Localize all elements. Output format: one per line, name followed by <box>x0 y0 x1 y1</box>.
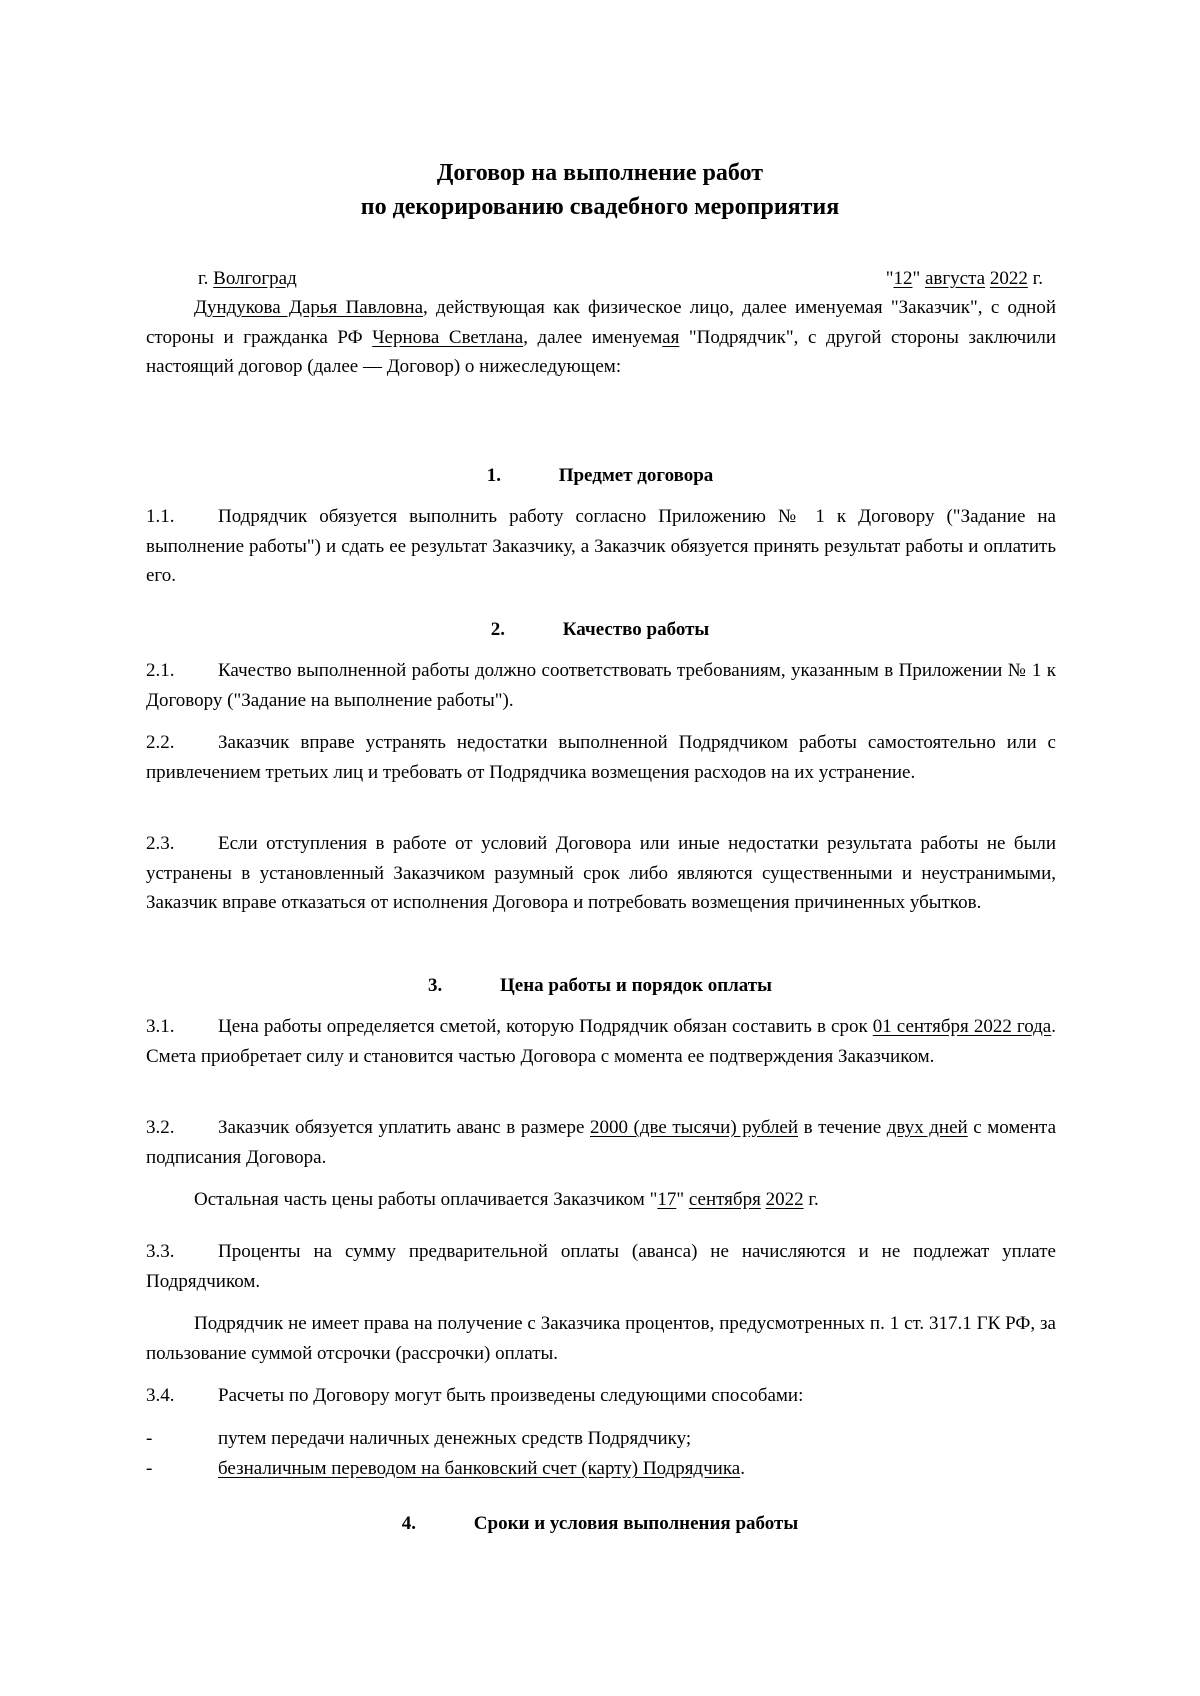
list-dash: - <box>146 1428 153 1449</box>
document-title-line-2: по декорированию свадебного мероприятия <box>360 194 840 220</box>
remaining-payment-text-a: Остальная часть цены работы оплачивается Заказчиком " <box>194 1189 658 1210</box>
estimate-deadline: 01 сентября 2022 года <box>872 1016 1052 1037</box>
payment-method-2-end: . <box>740 1458 745 1479</box>
section-1-heading <box>0 462 1200 490</box>
clause-1-1-text: Подрядчик обязуется выполнить работу согласно Приложению № 1 к Договору ("Задание на выполнение работы") и сдать ее результат Заказчику, а Заказчик обязуется принять результат работы и оплатить его. <box>146 506 1056 586</box>
document-title-line-1: Договор на выполнение работ <box>436 160 764 186</box>
clause-2-1-text: Качество выполненной работы должно соответствовать требованиям, указанным в Приложении № 1 к Договору ("Задание на выполнение работы"). <box>146 660 1056 711</box>
contract-date <box>886 265 1043 293</box>
place-city: Волгоград <box>213 268 297 289</box>
contractor-name: Чернова Светлана <box>372 326 524 348</box>
clause-3-1-text-b: . Смета приобретает силу и становится частью Договора с момента ее подтверждения Заказчиком. <box>146 1016 1056 1067</box>
clause-1-1-number: 1.1. <box>146 506 175 527</box>
section-2-title: Качество работы <box>562 619 710 640</box>
clause-2-3 <box>146 829 1056 918</box>
clause-2-1-number: 2.1. <box>146 660 175 681</box>
intro-text-2: , далее именуем <box>523 326 663 348</box>
advance-amount: 2000 (две тысячи) рублей <box>589 1117 799 1138</box>
clause-3-4-number: 3.4. <box>146 1385 175 1406</box>
clause-3-4-text: Расчеты по Договору могут быть произведены следующими способами: <box>218 1385 804 1406</box>
clause-3-4 <box>146 1381 1056 1411</box>
clause-3-1-text-a: Цена работы определяется сметой, которую Подрядчик обязан составить в срок <box>218 1016 873 1037</box>
date-day: 12 <box>893 268 913 289</box>
clause-2-3-number: 2.3. <box>146 833 175 854</box>
section-3-title: Цена работы и порядок оплаты <box>500 975 772 996</box>
clause-1-1 <box>146 502 1056 591</box>
clause-3-2-text-c: с момента подписания Договора. <box>146 1117 1057 1168</box>
clause-3-2 <box>146 1113 1056 1172</box>
remaining-payment-year: 2022 <box>765 1189 804 1210</box>
date-month: августа <box>924 268 986 289</box>
clause-3-2-number: 3.2. <box>146 1117 175 1138</box>
remaining-payment-day: 17 <box>657 1189 677 1210</box>
place-prefix: г. <box>198 268 214 289</box>
clause-3-3-continuation <box>146 1309 1056 1368</box>
remaining-payment-quote: " <box>676 1189 689 1210</box>
clause-3-2-text-a: Заказчик обязуется уплатить аванс в размере <box>218 1117 590 1138</box>
clause-3-3 <box>146 1237 1056 1296</box>
clause-3-1-number: 3.1. <box>146 1016 175 1037</box>
clause-3-3-continuation-text: Подрядчик не имеет права на получение с Заказчика процентов, предусмотренных п. 1 ст. 317.1 ГК РФ, за пользование суммой отсрочки (рассрочки) оплаты. <box>146 1313 1056 1364</box>
contract-place <box>198 265 297 293</box>
intro-text-2-underlined: ая <box>662 326 680 348</box>
payment-method-2-text: безналичным переводом на банковский счет (карту) Подрядчика <box>218 1458 741 1479</box>
date-quote-open: " <box>885 268 894 289</box>
section-1-title: Предмет договора <box>558 465 714 486</box>
date-year: 2022 <box>989 268 1028 289</box>
list-dash: - <box>146 1458 153 1479</box>
payment-method-2 <box>146 1454 745 1484</box>
intro-text-3: "Подрядчик", с другой стороны заключили настоящий договор (далее — Договор) о нижеследующем: <box>146 326 1056 377</box>
section-1-number: 1. <box>486 465 501 486</box>
date-suffix: г. <box>1027 268 1043 289</box>
section-4-title: Сроки и условия выполнения работы <box>473 1513 799 1534</box>
clause-3-2-text-b: в течение <box>798 1117 887 1138</box>
payment-method-1-text: путем передачи наличных денежных средств Подрядчику; <box>218 1428 692 1449</box>
clause-3-1 <box>146 1012 1056 1071</box>
remaining-payment-suffix: г. <box>803 1189 819 1210</box>
remaining-payment-month: сентября <box>688 1189 761 1210</box>
remaining-payment <box>146 1185 1056 1215</box>
section-4-number: 4. <box>401 1513 417 1534</box>
clause-2-1 <box>146 656 1056 715</box>
clause-2-3-text: Если отступления в работе от условий Договора или иные недостатки результата работы не были устранены в установленный Заказчиком разумный срок либо являются существенными и неустранимыми, Заказчик вправе отказаться от исполнения Договора и потребовать возмещения причиненных убытков. <box>146 833 1056 913</box>
intro-text-1: , действующая как физическое лицо, далее именуемая "Заказчик", с одной стороны и гражданка РФ <box>146 297 1056 348</box>
intro-paragraph <box>146 293 1056 382</box>
payment-method-1 <box>146 1424 691 1454</box>
clause-2-2 <box>146 728 1056 787</box>
clause-3-3-text: Проценты на сумму предварительной оплаты (аванса) не начисляются и не подлежат уплате Подрядчиком. <box>146 1241 1056 1292</box>
clause-2-2-text: Заказчик вправе устранять недостатки выполненной Подрядчиком работы самостоятельно или с привлечением третьих лиц и требовать от Подрядчика возмещения расходов на их устранение. <box>146 732 1056 783</box>
clause-2-2-number: 2.2. <box>146 732 175 753</box>
customer-name: Дундукова Дарья Павловна <box>194 297 424 318</box>
section-2-heading <box>0 616 1200 644</box>
section-3-heading <box>0 972 1200 1000</box>
date-quote-close: " <box>912 268 925 289</box>
clause-3-3-number: 3.3. <box>146 1241 175 1262</box>
advance-term: двух дней <box>886 1117 968 1138</box>
section-2-number: 2. <box>490 619 505 640</box>
section-4-heading <box>0 1510 1200 1538</box>
section-3-number: 3. <box>428 975 443 996</box>
